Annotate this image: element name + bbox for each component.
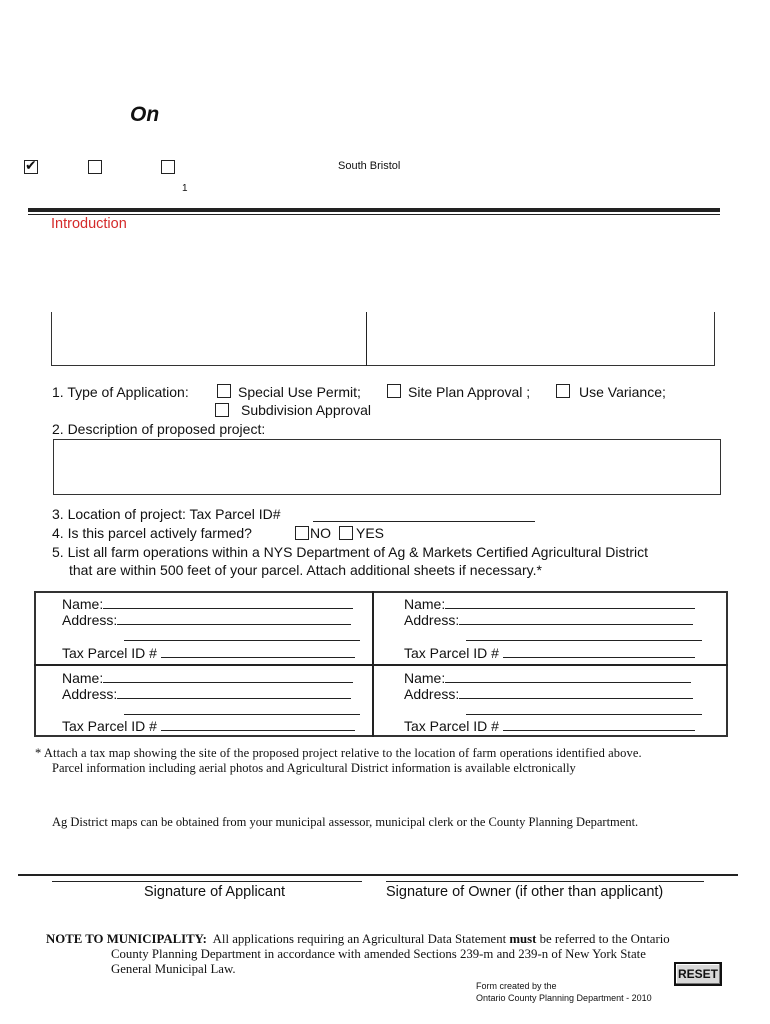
farm-3-address-line2[interactable] <box>124 701 360 715</box>
q3-label: 3. Location of project: Tax Parcel ID# <box>52 506 281 522</box>
farm-4-tax-label: Tax Parcel ID # <box>404 718 499 734</box>
farm-2-name-input[interactable] <box>445 595 695 609</box>
footer-line1: Form created by the <box>476 981 557 991</box>
farm-3-tax-input[interactable] <box>161 717 355 731</box>
page-number: 1 <box>182 183 188 194</box>
municipality-name: South Bristol <box>338 160 401 172</box>
farm-4-name-input[interactable] <box>445 669 691 683</box>
farm-2-name-label: Name: <box>404 596 446 612</box>
note-must: must <box>509 932 537 946</box>
attach-note-line1: * Attach a tax map showing the site of the proposed project relative to the location of farm operations identified above. <box>35 746 642 760</box>
q4-label: 4. Is this parcel actively farmed? <box>52 525 252 541</box>
owner-signature-label: Signature of Owner (if other than applicant) <box>386 884 664 900</box>
special-use-permit-checkbox[interactable] <box>217 384 231 398</box>
farmed-no-checkbox[interactable] <box>295 526 309 540</box>
introduction-heading: Introduction <box>51 216 127 232</box>
use-variance-label: Use Variance; <box>579 384 666 400</box>
farm-4-address-label: Address: <box>404 686 460 702</box>
farm-3-name-input[interactable] <box>103 669 353 683</box>
farm-2-tax-label: Tax Parcel ID # <box>404 645 499 661</box>
note-text-a: All applications requiring an Agricultural Data Statement <box>206 932 510 946</box>
project-description-input[interactable] <box>53 439 721 495</box>
farm-4-address-line2[interactable] <box>466 701 702 715</box>
q1-label: 1. Type of Application: <box>52 384 189 400</box>
farm-2-address-line2[interactable] <box>466 627 702 641</box>
farm-1-name-input[interactable] <box>103 595 353 609</box>
header-rule-thin <box>28 214 720 215</box>
farmed-yes-label: YES <box>356 525 385 541</box>
signature-rule <box>18 874 738 876</box>
farmed-yes-checkbox[interactable] <box>339 526 353 540</box>
farm-3-tax-label: Tax Parcel ID # <box>62 718 157 734</box>
farm-4-name-label: Name: <box>404 670 446 686</box>
note-label: NOTE TO MUNICIPALITY: <box>46 932 207 946</box>
special-use-permit-label: Special Use Permit; <box>238 384 361 400</box>
q5-line2: that are within 500 feet of your parcel. Attach additional sheets if necessary.* <box>69 562 542 578</box>
farmed-no-label: NO <box>310 525 331 541</box>
farm-1-address-line2[interactable] <box>124 627 360 641</box>
site-plan-approval-checkbox[interactable] <box>387 384 401 398</box>
reset-button[interactable]: RESET <box>674 962 722 986</box>
note-line2: County Planning Department in accordance with amended Sections 239-m and 239-n of New York State <box>111 947 646 961</box>
farm-3-address-input[interactable] <box>117 685 351 699</box>
attach-note-line2: Parcel information including aerial photos and Agricultural District information is available elctronically <box>52 761 576 775</box>
farm-1-tax-label: Tax Parcel ID # <box>62 645 157 661</box>
site-plan-approval-label: Site Plan Approval ; <box>408 384 531 400</box>
applicant-info-box <box>51 312 715 366</box>
note-to-municipality <box>46 932 670 947</box>
q5-line1: 5. List all farm operations within a NYS Department of Ag & Markets Certified Agricultural District <box>52 544 649 560</box>
applicant-signature-line[interactable] <box>52 881 362 882</box>
form-title-fragment: On <box>130 103 160 126</box>
farm-2-address-input[interactable] <box>459 611 693 625</box>
header-checkbox-3[interactable] <box>161 160 175 174</box>
q2-label: 2. Description of proposed project: <box>52 421 266 437</box>
farm-4-tax-input[interactable] <box>503 717 695 731</box>
farm-4-address-input[interactable] <box>459 685 693 699</box>
farm-1-address-input[interactable] <box>117 611 351 625</box>
owner-signature-line[interactable] <box>386 881 704 882</box>
applicant-signature-label: Signature of Applicant <box>144 884 286 900</box>
subdivision-approval-label: Subdivision Approval <box>241 402 371 418</box>
farm-table-horizontal-divider <box>34 664 728 666</box>
tax-parcel-id-input[interactable] <box>313 507 535 522</box>
ag-district-maps-note: Ag District maps can be obtained from your municipal assessor, municipal clerk or the County Planning Department. <box>52 815 639 829</box>
header-checkbox-1[interactable] <box>24 160 38 174</box>
farm-1-name-label: Name: <box>62 596 104 612</box>
subdivision-approval-checkbox[interactable] <box>215 403 229 417</box>
note-text-b: be referred to the Ontario <box>536 932 670 946</box>
use-variance-checkbox[interactable] <box>556 384 570 398</box>
applicant-info-divider <box>366 312 367 366</box>
footer-line2: Ontario County Planning Department - 2010 <box>476 993 652 1003</box>
header-rule-thick <box>28 208 720 212</box>
farm-1-address-label: Address: <box>62 612 118 628</box>
farm-1-tax-input[interactable] <box>161 644 355 658</box>
farm-2-address-label: Address: <box>404 612 460 628</box>
note-line3: General Municipal Law. <box>111 962 236 976</box>
farm-3-address-label: Address: <box>62 686 118 702</box>
header-checkbox-2[interactable] <box>88 160 102 174</box>
farm-3-name-label: Name: <box>62 670 104 686</box>
farm-2-tax-input[interactable] <box>503 644 695 658</box>
